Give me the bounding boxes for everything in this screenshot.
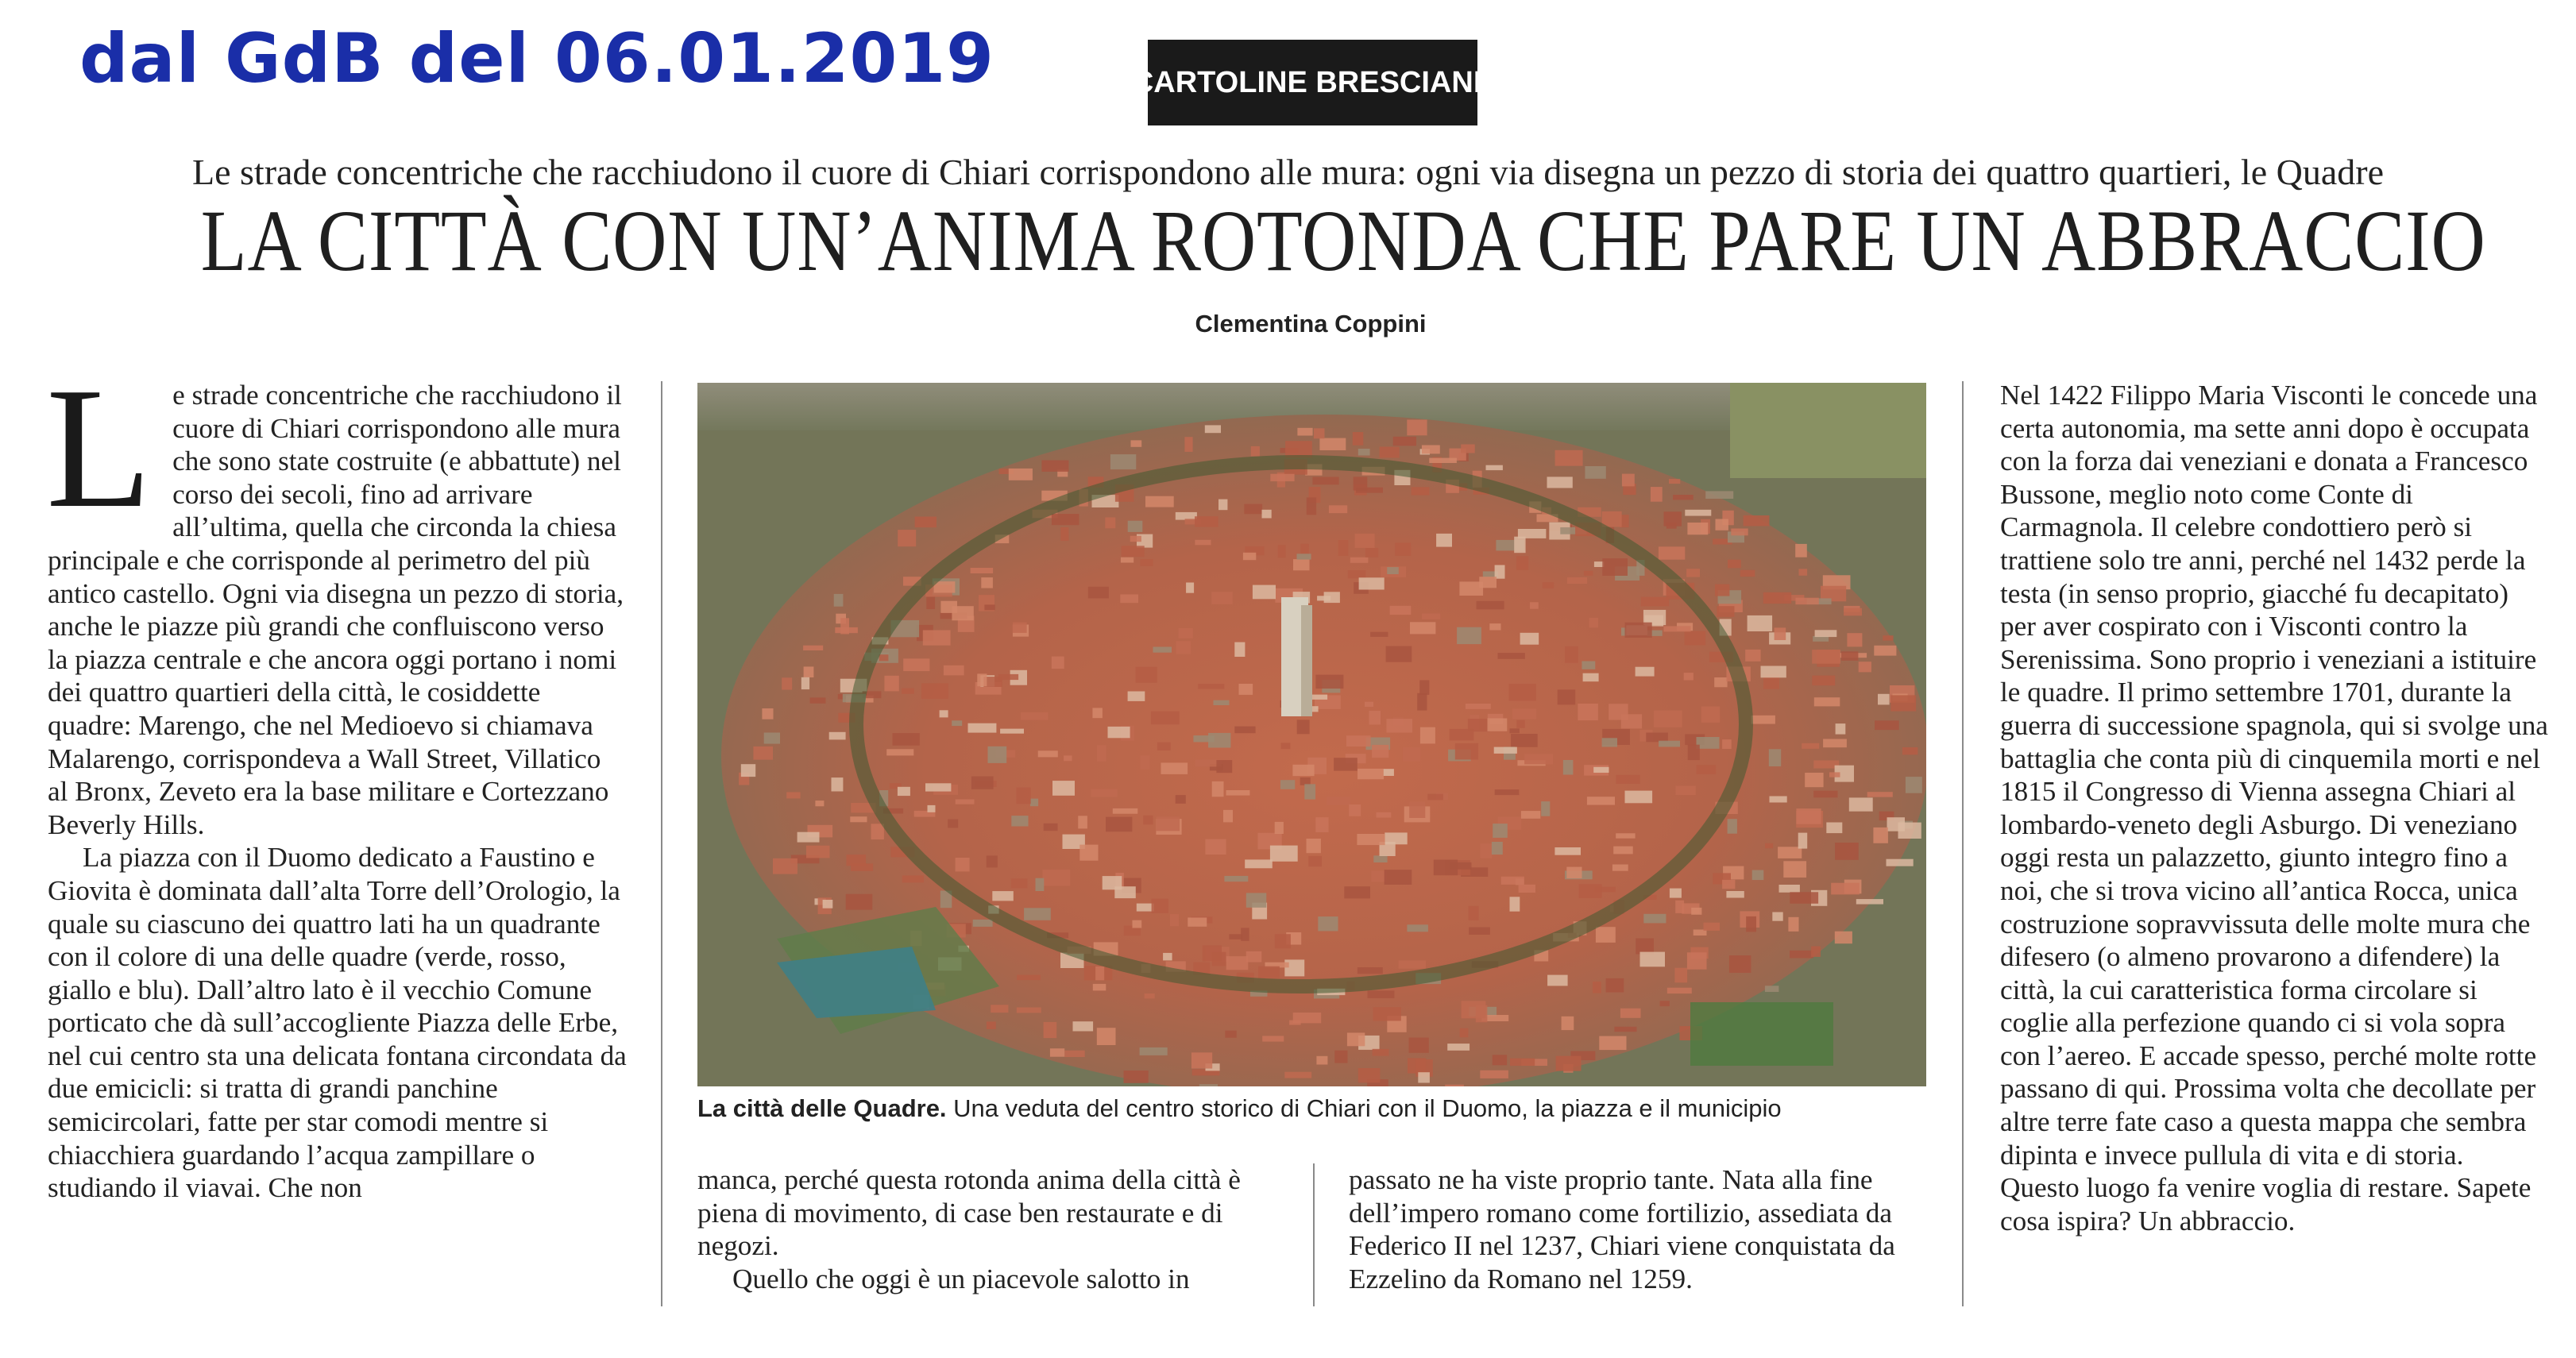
caption-text: Una veduta del centro storico di Chiari con il Duomo, la piazza e il municipio (946, 1094, 1782, 1122)
article-column-2 (697, 1163, 1269, 1295)
aerial-photo (697, 383, 1926, 1086)
drop-cap: L (46, 353, 153, 544)
article-paragraph (46, 353, 628, 841)
byline: Clementina Coppini (1195, 310, 1427, 338)
column-divider (1313, 1163, 1315, 1306)
column-divider (661, 381, 662, 1306)
date-stamp: dal GdB del 06.01.2019 (79, 19, 995, 98)
article-column-3 (1349, 1163, 1929, 1295)
aerial-photo-image (697, 383, 1926, 1086)
article-paragraph: Nel 1422 Filippo Maria Visconti le concede una certa autonomia, ma sette anni dopo è occupata con la forza dai veneziani e donata a Francesco Bussone, meglio noto come Conte di Carmagnola. Il celebre condottiero però si trattiene solo tre anni, perché nel 1432 perde la testa (in senso proprio, giacché fu decapitato) per aver cospirato con i Visconti contro la Serenissima. Sono proprio i veneziani a istituire le quadre. Il primo settembre 1701, durante la guerra di successione spagnola, qui si svolge una battaglia che conta più di cinquemila morti e nel 1815 il Congresso di Vienna assegna Chiari al lombardo-veneto degli Asburgo. Di veneziano oggi resta un palazzetto, giunto integro fino a noi, che si trova vicino all’antica Rocca, unica costruzione sopravvissuta delle molte mura che difesero (o almeno provarono a difendere) la città, la cui caratteristica forma circolare si coglie alla perfezione quando ci si vola sopra con l’aereo. E accade spesso, perché molte rotte passano di qui. Prossima volta che decollate per altre terre fate caso a questa mappa che sembra dipinta e invece pullula di vita e di storia. Questo luogo fa venire voglia di restare. Sapete cosa ispira? Un abbraccio. (2000, 380, 2548, 1236)
article-paragraph: passato ne ha viste proprio tante. Nata alla fine dell’impero romano come fortilizio, assediata da Federico II nel 1237, Chiari viene conquistata da Ezzelino da Romano nel 1259. (1349, 1164, 1895, 1294)
photo-caption (697, 1094, 1937, 1123)
article-paragraph: Quello che oggi è un piacevole salotto in (732, 1263, 1190, 1294)
section-kicker: CARTOLINE BRESCIANE (1148, 40, 1477, 125)
paragraph-text: e strade concentriche che racchiudono il cuore di Chiari corrispondono alle mura che sono state costruite (e abbattute) nel corso dei secoli, fino ad arrivare all’ultima, quella che circonda la chiesa principale e che corrisponde al perimetro del più antico castello. Ogni via disegna un pezzo di storia, anche le piazze più grandi che confluiscono verso la piazza centrale e che ancora oggi portano i nomi dei quattro quartieri della città, le cosiddette quadre: Marengo, che nel Medioevo si chiamava Malarengo, corrispondeva a Wall Street, Villatico al Bronx, Zeveto era la base militare e Cortezzano Beverly Hills. (48, 380, 624, 840)
subheadline: Le strade concentriche che racchiudono il cuore di Chiari corrispondono alle mura: ogni via disegna un pezzo di storia dei quattro quartieri, le Quadre (192, 152, 2384, 192)
column-divider (1962, 381, 1964, 1306)
article-column-4 (2000, 379, 2548, 1237)
article-paragraph: manca, perché questa rotonda anima della città è piena di movimento, di case ben restaurate e di negozi. (697, 1164, 1241, 1262)
article-paragraph: La piazza con il Duomo dedicato a Faustino e Giovita è dominata dall’alta Torre dell’Orologio, la quale su ciascuno dei quattro lati ha un quadrante con il colore di una delle quadre (verde, rosso, giallo e blu). Dall’altro lato è il vecchio Comune porticato che dà sull’accogliente Piazza delle Erbe, nel cui centro sta una delicata fontana circondata da due emicicli: si tratta di grandi panchine semicircolari, fatte per star comodi mentre si chiacchiera guardando l’acqua zampillare o studiando il viavai. Che non (48, 842, 627, 1204)
caption-title: La città delle Quadre. (697, 1094, 947, 1122)
headline: LA CITTÀ CON UN’ANIMA ROTONDA CHE PARE UN ABBRACCIO (200, 192, 2486, 289)
article-column-1 (46, 353, 628, 1205)
